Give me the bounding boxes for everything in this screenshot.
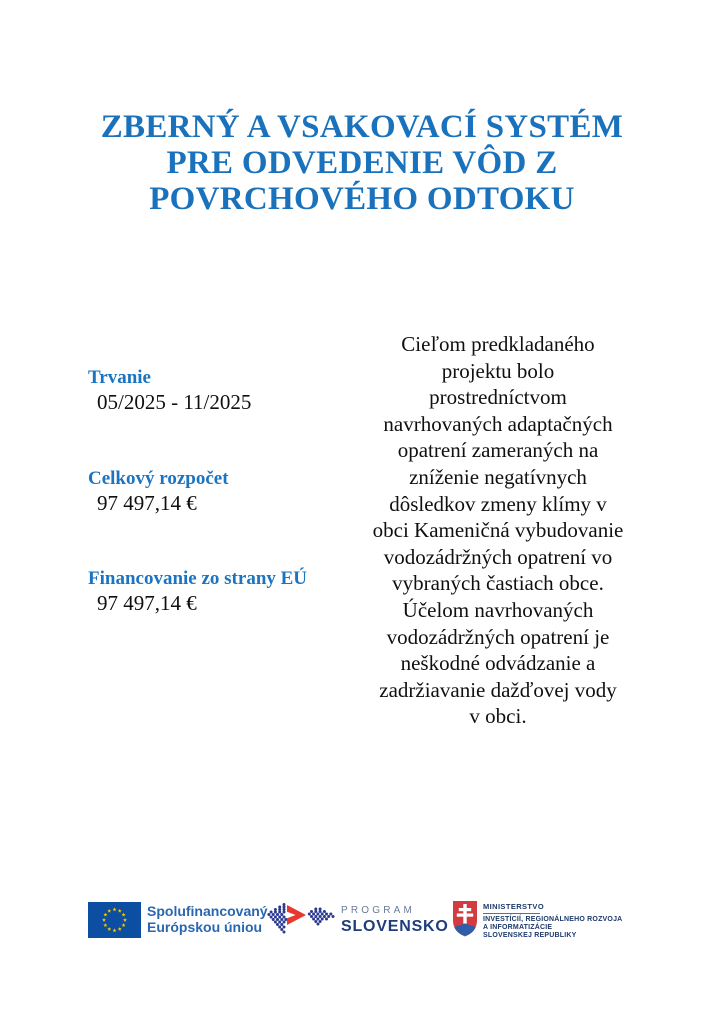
eu-flag-icon (88, 902, 141, 938)
fact-value-total-budget: 97 497,14 € (97, 491, 197, 515)
fact-label-eu-financing: Financovanie zo strany EÚ (88, 568, 308, 589)
ministry-red-rule (483, 913, 540, 915)
ministry-title: MINISTERSTVO (483, 902, 545, 911)
eu-cofunded-line1: Spolufinancovaný (147, 903, 268, 919)
program-kicker: PROGRAM (341, 905, 416, 916)
fact-duration (88, 367, 251, 414)
program-name: SLOVENSKO (341, 918, 449, 935)
fact-label-total-budget: Celkový rozpočet (88, 468, 229, 489)
fact-value-duration: 05/2025 - 11/2025 (97, 390, 252, 414)
eu-cofunded-line2: Európskou úniou (147, 918, 263, 935)
program-slovensko-logo-icon (266, 901, 338, 943)
fact-label-duration: Trvanie (88, 367, 151, 388)
project-description: Cieľom predkladaného projektu bolo prostredníctvom navrhovaných adaptačných opatrení zameraných na zníženie negatívnych dôsledkov zmeny klímy v obci Kameničná vybudovanie vodozádržných opatrení vo vybraných častiach obce. Účelom navrhovaných vodozádržných opatrení je neškodné odvádzanie a zadržiavanie dažďovej vody v obci. (372, 332, 624, 729)
ministry-wordmark (483, 903, 622, 940)
page-title: ZBERNÝ A VSAKOVACÍ SYSTÉM PRE ODVEDENIE VÔD Z POVRCHOVÉHO ODTOKU (100, 109, 624, 217)
fact-eu-financing (88, 568, 307, 615)
ministry-line3: A INFORMATIZÁCIE (483, 924, 553, 931)
ministry-line4: SLOVENSKEJ REPUBLIKY (483, 932, 577, 939)
program-slovensko-wordmark (341, 906, 449, 935)
fact-total-budget (88, 468, 229, 515)
eu-cofunded-label (147, 904, 268, 935)
program-arrow (287, 905, 306, 925)
slovak-coat-of-arms-icon (452, 900, 478, 938)
fact-value-eu-financing: 97 497,14 € (97, 591, 197, 615)
ministry-line2: INVESTÍCIÍ, REGIONÁLNEHO ROZVOJA (483, 916, 623, 923)
